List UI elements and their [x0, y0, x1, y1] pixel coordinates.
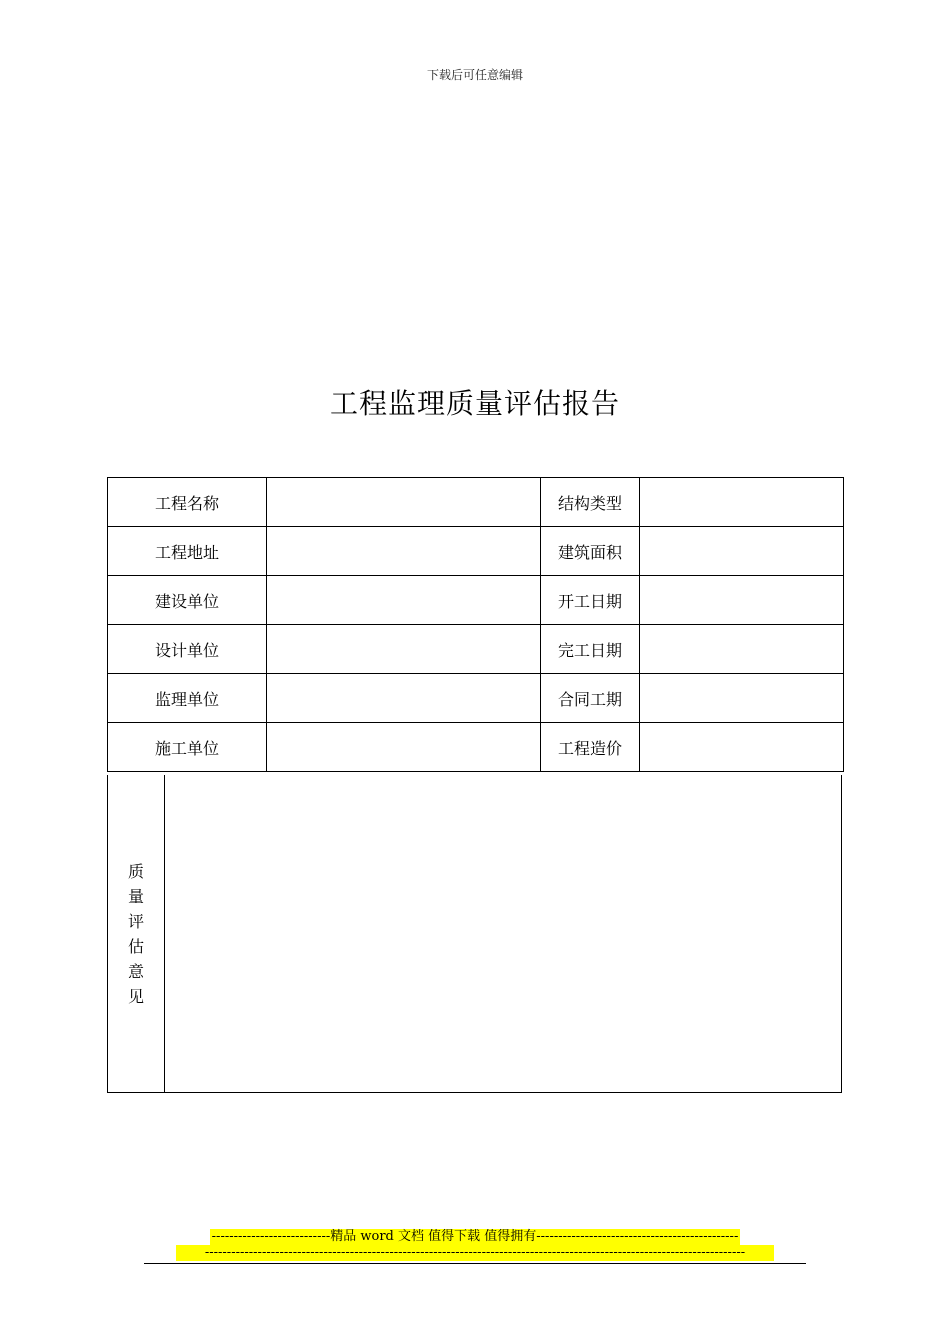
opinion-content[interactable]: [165, 775, 841, 1092]
row-label: 施工单位: [108, 723, 267, 772]
row-value[interactable]: [640, 478, 844, 527]
row-label: 工程造价: [541, 723, 640, 772]
info-row: [108, 674, 844, 723]
row-label: 结构类型: [541, 478, 640, 527]
info-table: [107, 477, 844, 772]
row-value[interactable]: [267, 625, 541, 674]
info-row: [108, 723, 844, 772]
footer-line-1: ---------------------------精品 word 文档 值得下载 值得拥有----------------------------------------------: [211, 1229, 739, 1244]
row-label: 设计单位: [108, 625, 267, 674]
header-note: 下载后可任意编辑: [426, 68, 523, 82]
row-value[interactable]: [267, 723, 541, 772]
row-value[interactable]: [640, 625, 844, 674]
footer: [0, 1229, 950, 1265]
row-value[interactable]: [640, 674, 844, 723]
row-label: 监理单位: [108, 674, 267, 723]
row-value[interactable]: [267, 674, 541, 723]
opinion-section: [107, 775, 842, 1093]
opinion-label-cell: [108, 775, 165, 1092]
info-row: [108, 576, 844, 625]
page-title: 工程监理质量评估报告: [329, 387, 620, 420]
row-label: 开工日期: [541, 576, 640, 625]
row-label: 完工日期: [541, 625, 640, 674]
row-label: 建设单位: [108, 576, 267, 625]
row-value[interactable]: [640, 576, 844, 625]
row-label: 工程名称: [108, 478, 267, 527]
row-value[interactable]: [640, 723, 844, 772]
row-value[interactable]: [267, 527, 541, 576]
row-label: 合同工期: [541, 674, 640, 723]
footer-line-2: ---------------------------------------------------------------------------------------------------------------------------: [176, 1245, 774, 1261]
footer-rule: [144, 1263, 806, 1264]
row-label: 建筑面积: [541, 527, 640, 576]
info-row: [108, 625, 844, 674]
row-value[interactable]: [640, 527, 844, 576]
info-row: [108, 478, 844, 527]
row-value[interactable]: [267, 478, 541, 527]
row-value[interactable]: [267, 576, 541, 625]
opinion-label: 质量评估意见: [127, 861, 144, 1006]
info-row: [108, 527, 844, 576]
row-label: 工程地址: [108, 527, 267, 576]
